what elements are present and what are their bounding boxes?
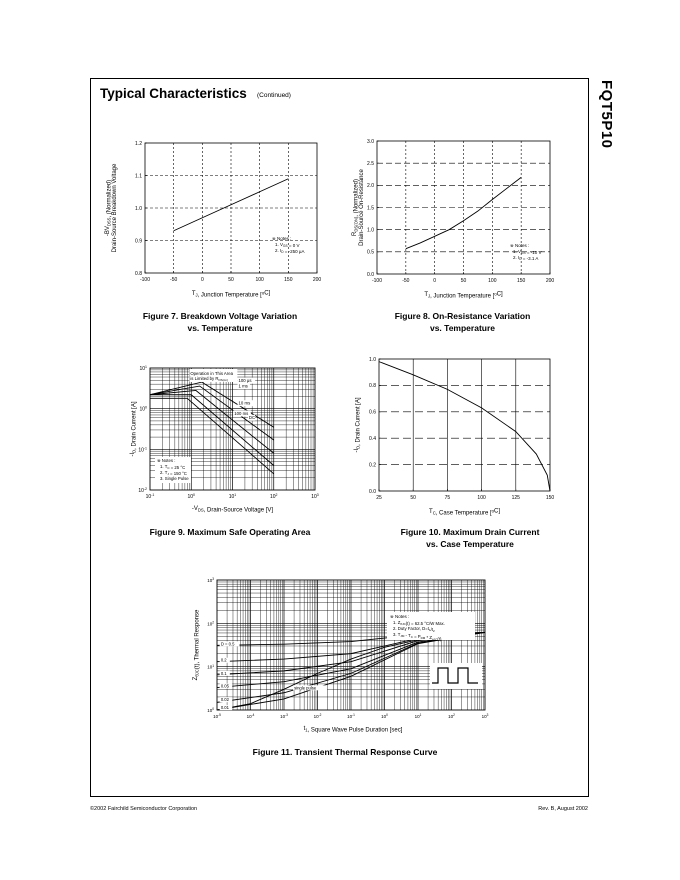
y-axis-label: $R_{DS(ON)}$, (Normalized): [352, 179, 360, 236]
x-tick-label: $10^2$: [269, 493, 278, 500]
y-tick-label: $10^3$: [207, 577, 214, 583]
x-tick-label: 200: [545, 278, 555, 284]
x-tick-label: 50: [228, 277, 234, 283]
note-3: 3. Single Pulse: [160, 476, 189, 481]
x-tick-label: $10^1$: [414, 713, 422, 719]
footer-revision: Rev. B, August 2002: [538, 806, 588, 812]
y-tick-label: 2.0: [367, 183, 374, 190]
x-tick-label: 150: [516, 278, 526, 284]
y-tick-label: 1.1: [135, 173, 142, 180]
y-axis-label-line2: Drain-Source Breakdown Voltage: [112, 163, 118, 253]
x-axis-label: $T_J$, Junction Temperature [$^o$C]: [191, 290, 271, 299]
soa-label: DC: [248, 415, 256, 421]
x-tick-label: $10^{-2}$: [313, 713, 322, 719]
part-number: FQT5P10: [598, 80, 615, 149]
x-tick-label: $10^3$: [481, 713, 489, 719]
y-axis-label-line2: Drain-Source On-Resistance: [359, 169, 365, 246]
x-tick-label: $10^1$: [228, 493, 237, 500]
y-tick-label: $10^{-2}$: [138, 487, 147, 494]
x-axis-label: $-V_{DS}$, Drain-Source Voltage [V]: [191, 506, 274, 514]
x-tick-label: 25: [376, 495, 382, 501]
y-tick-label: 0.8: [369, 383, 376, 390]
y-axis-label: $-I_D$, Drain Current [A]: [130, 401, 138, 457]
soa-label: 10 ms: [238, 400, 251, 406]
x-tick-label: $10^{-1}$: [347, 713, 355, 719]
note-1: 1. $V_{GS} = 0$ V: [275, 242, 300, 249]
y-tick-label: 0.0: [369, 488, 376, 495]
x-tick-label: 0: [433, 278, 437, 284]
y-tick-label: $10^0$: [139, 405, 147, 413]
note-2: 2. Duty Factor, $D=t_1/t_2$: [393, 626, 435, 634]
figure-8-caption-line2: vs. Temperature: [429, 323, 496, 333]
y-tick-label: 1.0: [367, 227, 374, 234]
note-2: 2. $I_D = -250$ μA: [275, 248, 305, 255]
plot-frame: [379, 359, 550, 491]
x-tick-label: $10^{-3}$: [280, 713, 288, 719]
y-tick-label: 0.6: [369, 409, 376, 416]
x-tick-label: -50: [170, 277, 178, 283]
x-tick-label: 50: [460, 278, 467, 284]
x-tick-label: 50: [410, 495, 416, 501]
y-tick-label: $10^{-1}$: [138, 446, 147, 454]
duty-label: 0.1: [220, 670, 227, 676]
x-tick-label: -100: [371, 278, 383, 284]
annotation-line1: Operation in This Area: [190, 371, 234, 376]
duty-label: 0.05: [220, 683, 229, 689]
y-tick-label: 0.2: [369, 462, 376, 469]
figure-11-chart: [185, 573, 500, 738]
figure-11-caption: [220, 746, 470, 758]
figure-10-caption-line2: vs. Case Temperature: [426, 539, 514, 549]
y-tick-label: 0.8: [135, 270, 142, 277]
y-tick-label: 2.5: [367, 160, 374, 167]
note-1: 1. $V_{GS} = -10$ V: [513, 249, 542, 256]
figure-10-caption-line1: Figure 10. Maximum Drain Current: [400, 527, 540, 537]
figure-9-caption-line1: Figure 9. Maximum Safe Operating Area: [149, 527, 311, 537]
x-tick-label: $10^{-4}$: [246, 713, 255, 719]
duty-label: 0.02: [220, 697, 229, 703]
section-title: Typical Characteristics: [100, 86, 247, 101]
data-line: [174, 179, 289, 231]
notes-heading: ※ Notes :: [157, 458, 176, 463]
x-tick-label: $10^0$: [381, 713, 388, 719]
x-tick-label: 100: [477, 495, 486, 501]
x-tick-label: 100: [488, 278, 497, 284]
section-note: (Continued): [257, 92, 291, 99]
x-tick-label: $10^3$: [311, 493, 319, 500]
duty-label: D = 0.5: [220, 641, 235, 647]
duty-label: 0.01: [220, 705, 229, 711]
footer-copyright: ©2002 Fairchild Semiconductor Corporation: [90, 806, 198, 812]
x-tick-label: 0: [200, 277, 204, 283]
soa-line: [150, 382, 274, 427]
x-tick-label: -50: [402, 278, 410, 284]
figure-9-caption: [125, 526, 335, 538]
x-tick-label: 125: [511, 495, 520, 501]
x-axis-label: $t_1$, Square Wave Pulse Duration [sec]: [303, 726, 403, 734]
y-tick-label: 1.0: [369, 356, 376, 363]
figure-7-chart: [95, 135, 330, 305]
y-tick-label: $10^1$: [139, 365, 147, 372]
soa-label: 1 ms: [238, 383, 248, 389]
y-tick-label: 0.5: [367, 249, 374, 256]
single-pulse-label: single pulse: [294, 685, 317, 691]
figure-7-caption-line1: Figure 7. Breakdown Voltage Variation: [142, 311, 298, 321]
y-axis-label: $Z_{\theta JC}(t)$, Thermal Response: [193, 609, 201, 681]
x-tick-label: 75: [444, 495, 451, 501]
y-tick-label: 0.4: [369, 436, 376, 442]
annotation-line2: is Limited by $R_{DS(on)}$: [190, 376, 229, 383]
x-tick-label: $10^0$: [187, 493, 196, 500]
y-axis-label: $-BV_{DSS}$, (Normalized): [105, 179, 113, 237]
y-tick-label: 1.2: [135, 140, 142, 147]
note-1: 1. $Z_{\theta JC}(t) = 62.5$ °C/W Max.: [393, 620, 445, 627]
soa-label: 100 μs: [238, 378, 252, 384]
duty-label: 0.2: [220, 657, 227, 663]
note-3: 3. $T_{JM} - T_C = P_{DM} * Z_{\theta JC}(t)$: [393, 632, 442, 642]
figure-8-caption-line1: Figure 8. On-Resistance Variation: [394, 311, 531, 321]
x-tick-label: -100: [139, 277, 151, 283]
y-tick-label: 3.0: [367, 138, 374, 145]
data-line: [379, 362, 550, 491]
notes-heading: ※ Notes :: [272, 236, 292, 241]
y-tick-label: $10^2$: [207, 620, 214, 627]
x-tick-label: 100: [255, 277, 264, 283]
x-axis-label: $T_C$, Case Temperature [$^o$C]: [429, 508, 500, 517]
y-tick-label: $10^1$: [207, 663, 214, 670]
note-1: 1. $T_C = 25$ °C: [160, 464, 186, 471]
x-tick-label: $10^{-5}$: [213, 713, 221, 719]
figure-7-caption-line2: vs. Temperature: [187, 323, 253, 333]
y-tick-label: 1.5: [367, 205, 374, 212]
figure-9-chart: [120, 355, 335, 515]
x-tick-label: $10^{-1}$: [145, 493, 155, 500]
figure-10-chart: [350, 352, 565, 517]
y-tick-label: 0.0: [367, 271, 374, 278]
figure-8-chart: [350, 135, 565, 305]
x-axis-label: $T_J$, Junction Temperature [$^o$C]: [424, 291, 503, 300]
note-2: 2. $I_D = -3.1$ A: [513, 255, 539, 262]
x-tick-label: 150: [284, 277, 293, 283]
figure-10-caption: [370, 526, 570, 550]
notes-heading: ※ Notes :: [510, 243, 530, 248]
y-tick-label: 0.9: [135, 238, 142, 245]
soa-line: [150, 390, 274, 453]
figure-11-caption-line1: Figure 11. Transient Thermal Response Curve: [252, 747, 438, 757]
y-axis-label: $-I_D$, Drain Current [A]: [354, 397, 362, 453]
x-tick-label: $10^2$: [448, 713, 455, 719]
note-2: 2. $T_J = 150$ °C: [160, 470, 187, 477]
notes-heading: ※ Notes :: [390, 614, 410, 619]
x-tick-label: 150: [545, 495, 555, 501]
y-tick-label: $10^0$: [207, 707, 214, 713]
figure-8-caption: [370, 310, 555, 334]
soa-label: 100 ms: [234, 410, 249, 416]
y-tick-label: 1.0: [135, 205, 142, 212]
x-tick-label: 200: [312, 277, 322, 283]
figure-7-caption: [120, 310, 320, 334]
